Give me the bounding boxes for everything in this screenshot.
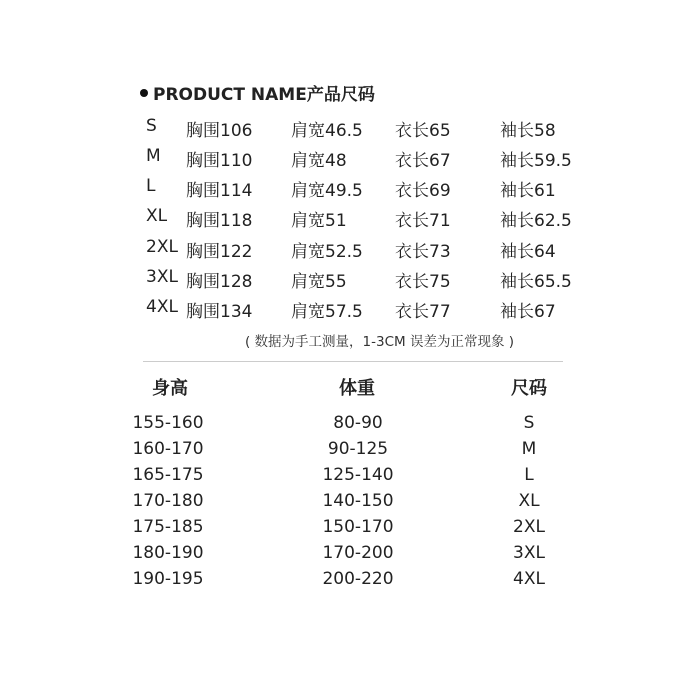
bullet-icon xyxy=(140,89,148,97)
cell-size: XL xyxy=(518,491,540,511)
spec-length: 衣长77 xyxy=(395,302,451,322)
spec-sleeve: 袖长58 xyxy=(500,121,556,141)
spec-shoulder: 肩宽49.5 xyxy=(291,181,363,201)
spec-size: XL xyxy=(146,206,168,226)
spec-sleeve: 袖长61 xyxy=(500,181,556,201)
cell-height: 165-175 xyxy=(132,465,204,485)
spec-length: 衣长71 xyxy=(395,211,451,231)
spec-shoulder: 肩宽57.5 xyxy=(291,302,363,322)
product-title xyxy=(140,80,375,105)
cell-weight: 150-170 xyxy=(322,517,394,537)
spec-length: 衣长75 xyxy=(395,272,451,292)
cell-height: 170-180 xyxy=(132,491,204,511)
cell-height: 155-160 xyxy=(132,413,204,433)
spec-sleeve: 袖长67 xyxy=(500,302,556,322)
spec-chest: 胸围110 xyxy=(186,151,253,171)
spec-sleeve: 袖长59.5 xyxy=(500,151,572,171)
spec-chest: 胸围134 xyxy=(186,302,253,322)
cell-height: 175-185 xyxy=(132,517,204,537)
header-weight: 体重 xyxy=(339,378,375,399)
header-size: 尺码 xyxy=(511,378,547,399)
cell-height: 190-195 xyxy=(132,569,204,589)
measurement-note: ( 数据为手工测量，1-3CM 误差为正常现象 ) xyxy=(245,334,515,350)
cell-weight: 200-220 xyxy=(322,569,394,589)
cell-weight: 90-125 xyxy=(327,439,389,459)
cell-weight: 170-200 xyxy=(322,543,394,563)
cell-size: L xyxy=(524,465,534,485)
spec-chest: 胸围106 xyxy=(186,121,253,141)
cell-size: 4XL xyxy=(513,569,545,589)
spec-chest: 胸围122 xyxy=(186,242,253,262)
cell-size: 3XL xyxy=(513,543,545,563)
spec-shoulder: 肩宽55 xyxy=(291,272,347,292)
cell-weight: 125-140 xyxy=(322,465,394,485)
spec-shoulder: 肩宽52.5 xyxy=(291,242,363,262)
spec-size: 4XL xyxy=(146,297,178,317)
spec-chest: 胸围128 xyxy=(186,272,253,292)
spec-sleeve: 袖长62.5 xyxy=(500,211,572,231)
header-height: 身高 xyxy=(152,378,188,399)
spec-size: 3XL xyxy=(146,267,178,287)
spec-shoulder: 肩宽51 xyxy=(291,211,347,231)
spec-sleeve: 袖长65.5 xyxy=(500,272,572,292)
spec-length: 衣长73 xyxy=(395,242,451,262)
cell-size: M xyxy=(521,439,537,459)
spec-length: 衣长67 xyxy=(395,151,451,171)
spec-size: S xyxy=(146,116,157,136)
spec-length: 衣长65 xyxy=(395,121,451,141)
cell-size: S xyxy=(523,413,535,433)
spec-shoulder: 肩宽46.5 xyxy=(291,121,363,141)
spec-length: 衣长69 xyxy=(395,181,451,201)
spec-shoulder: 肩宽48 xyxy=(291,151,347,171)
spec-size: 2XL xyxy=(146,237,178,257)
cell-weight: 140-150 xyxy=(322,491,394,511)
spec-chest: 胸围118 xyxy=(186,211,253,231)
cell-size: 2XL xyxy=(513,517,545,537)
section-divider xyxy=(143,361,563,362)
cell-weight: 80-90 xyxy=(333,413,383,433)
cell-height: 180-190 xyxy=(132,543,204,563)
spec-size: L xyxy=(146,176,156,196)
spec-size: M xyxy=(146,146,161,166)
cell-height: 160-170 xyxy=(132,439,204,459)
product-title-text: PRODUCT NAME产品尺码 xyxy=(153,85,375,105)
spec-sleeve: 袖长64 xyxy=(500,242,556,262)
spec-chest: 胸围114 xyxy=(186,181,253,201)
